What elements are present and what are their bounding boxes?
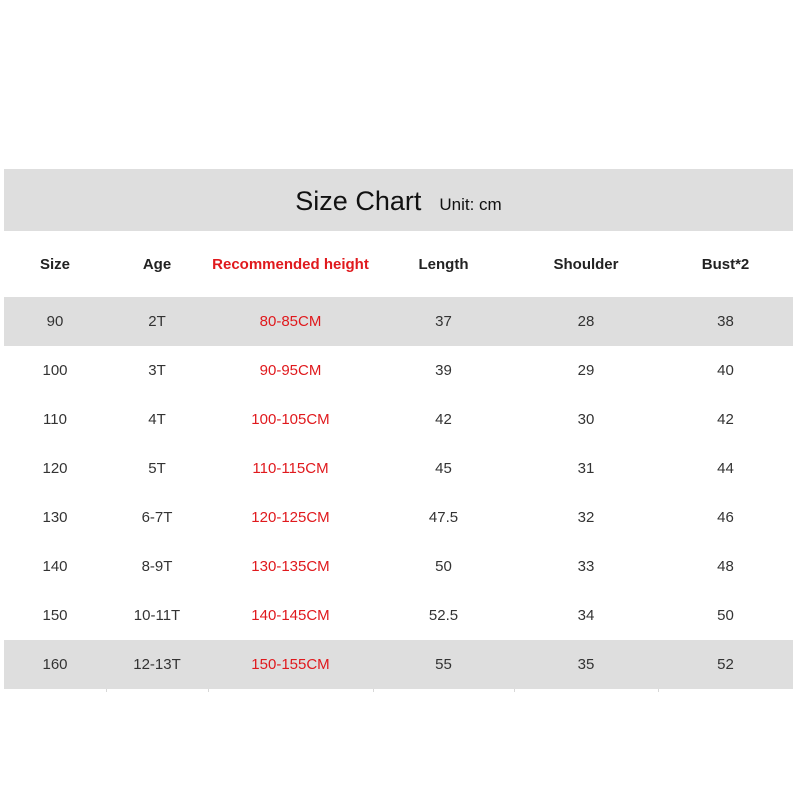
column-tick	[514, 689, 515, 692]
header-bust: Bust*2	[701, 255, 750, 273]
cell-size: 90	[4, 297, 106, 346]
cell-age: 2T	[106, 297, 208, 346]
cell-recommended-height: 110-115CM	[252, 460, 329, 477]
cell-length: 50	[435, 558, 452, 575]
cell-recommended-height: 140-145CM	[251, 607, 330, 624]
size-chart	[4, 169, 793, 692]
cell-shoulder: 28	[514, 297, 658, 346]
cell-age: 3T	[148, 362, 166, 379]
cell-bust: 44	[717, 460, 734, 477]
cell-age: 5T	[148, 460, 166, 477]
header-row	[4, 231, 793, 297]
cell-age: 12-13T	[106, 640, 208, 689]
cell-length: 37	[373, 297, 514, 346]
column-tick	[208, 689, 209, 692]
table-row	[4, 591, 793, 640]
cell-length: 45	[435, 460, 452, 477]
column-tick	[373, 689, 374, 692]
cell-recommended-height: 150-155CM	[208, 640, 373, 689]
header-length: Length	[418, 255, 469, 273]
cell-size: 140	[42, 558, 68, 575]
cell-size: 120	[42, 460, 68, 477]
table-row	[4, 444, 793, 493]
cell-size: 100	[42, 362, 68, 379]
cell-length: 47.5	[428, 509, 459, 526]
cell-shoulder: 31	[577, 460, 595, 477]
cell-recommended-height: 120-125CM	[251, 509, 330, 526]
cell-age: 8-9T	[141, 558, 173, 575]
table-row	[4, 493, 793, 542]
cell-size: 160	[4, 640, 106, 689]
cell-shoulder: 32	[577, 509, 595, 526]
cell-length: 42	[435, 411, 452, 428]
cell-bust: 46	[717, 509, 734, 526]
table-row	[4, 297, 793, 346]
cell-shoulder: 35	[514, 640, 658, 689]
header-age: Age	[142, 255, 172, 273]
chart-title: Size Chart	[295, 185, 422, 216]
column-tick	[658, 689, 659, 692]
cell-recommended-height: 100-105CM	[251, 411, 330, 428]
cell-size: 110	[43, 411, 67, 428]
table-underline	[4, 689, 793, 692]
header-shoulder: Shoulder	[553, 255, 619, 273]
cell-shoulder: 33	[577, 558, 595, 575]
cell-length: 39	[435, 362, 452, 379]
cell-shoulder: 30	[577, 411, 595, 428]
cell-age: 6-7T	[141, 509, 173, 526]
table-row	[4, 346, 793, 395]
cell-size: 150	[42, 607, 68, 624]
cell-size: 130	[42, 509, 68, 526]
table-body	[4, 297, 793, 689]
cell-age: 10-11T	[133, 607, 181, 624]
cell-length: 52.5	[428, 607, 459, 624]
header-recommended-height: Recommended height	[212, 255, 369, 273]
cell-bust: 40	[717, 362, 734, 379]
cell-shoulder: 34	[577, 607, 595, 624]
unit-label: Unit: cm	[439, 195, 502, 214]
title-bar	[4, 169, 793, 231]
table-row	[4, 395, 793, 444]
cell-age: 4T	[148, 411, 166, 428]
cell-bust: 42	[717, 411, 734, 428]
cell-bust: 48	[717, 558, 734, 575]
cell-recommended-height: 90-95CM	[259, 362, 322, 379]
table-row	[4, 542, 793, 591]
cell-recommended-height: 80-85CM	[208, 297, 373, 346]
cell-bust: 38	[658, 297, 793, 346]
table-row	[4, 640, 793, 689]
size-table	[4, 231, 793, 689]
column-tick	[106, 689, 107, 692]
cell-bust: 52	[658, 640, 793, 689]
cell-recommended-height: 130-135CM	[251, 558, 330, 575]
cell-shoulder: 29	[577, 362, 595, 379]
cell-bust: 50	[717, 607, 734, 624]
cell-length: 55	[373, 640, 514, 689]
header-size: Size	[39, 255, 70, 273]
